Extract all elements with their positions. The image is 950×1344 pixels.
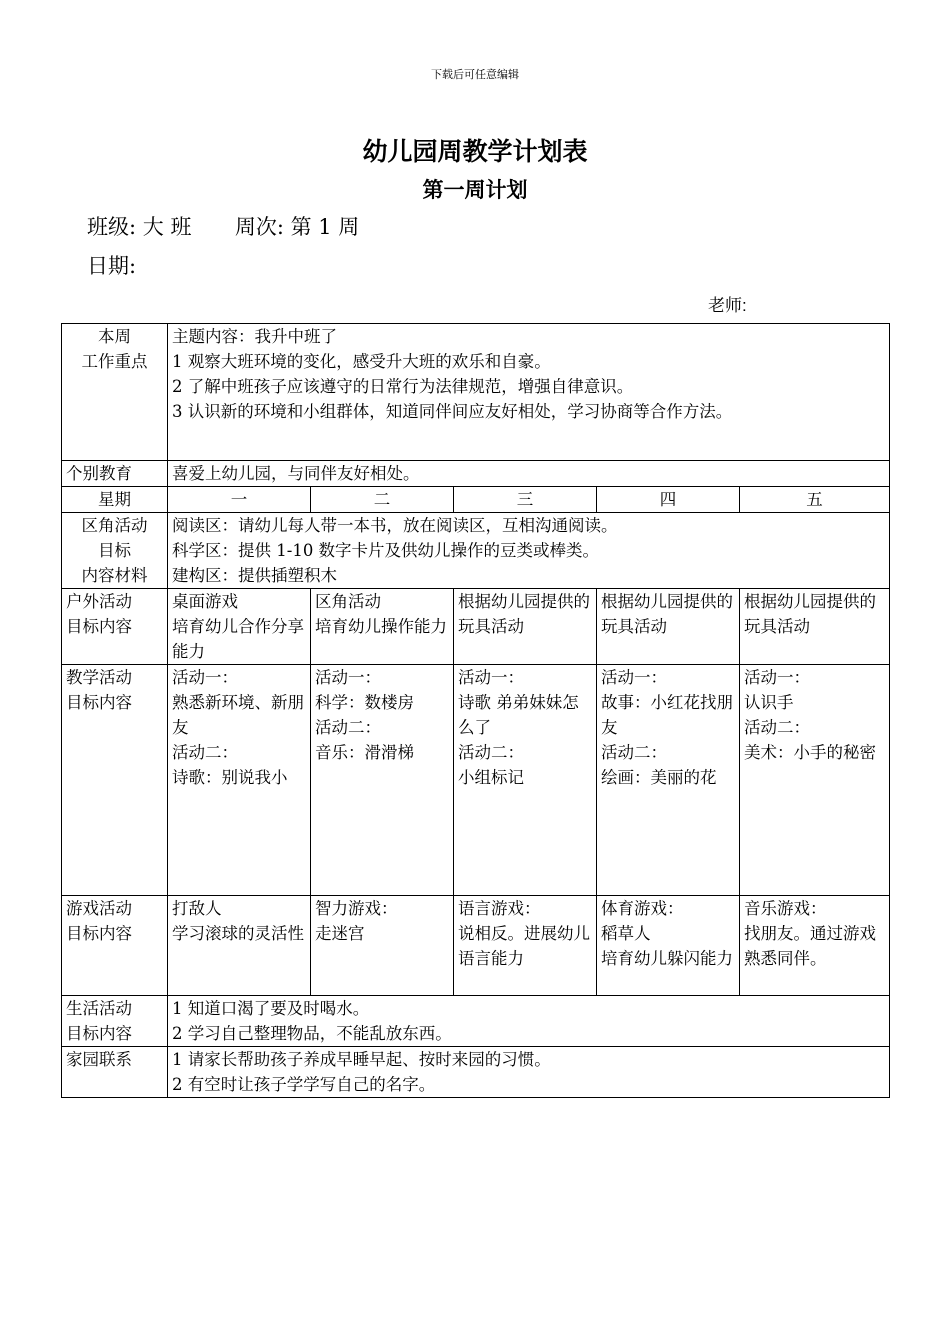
- teaching-day-5: 活动一： 认识手 活动二： 美术：小手的秘密: [740, 665, 890, 896]
- weekday-5: 五: [740, 487, 890, 513]
- row-weekdays: [62, 487, 890, 513]
- label-life-activities: 生活活动 目标内容: [62, 996, 168, 1047]
- outdoor-day-2: 区角活动 培育幼儿操作能力: [311, 589, 454, 665]
- label-weekday: 星期: [62, 487, 168, 513]
- row-individual-education: [62, 461, 890, 487]
- label-game-activities: 游戏活动 目标内容: [62, 896, 168, 996]
- teaching-day-2: 活动一： 科学：数楼房 活动二： 音乐：滑滑梯: [311, 665, 454, 896]
- row-outdoor-activities: [62, 589, 890, 665]
- date-line: [87, 250, 136, 280]
- class-label: 班级:: [87, 215, 137, 239]
- label-corner-activities: 区角活动 目标 内容材料: [62, 513, 168, 589]
- weekday-1: 一: [168, 487, 311, 513]
- outdoor-day-4: 根据幼儿园提供的玩具活动: [597, 589, 740, 665]
- row-life-activities: [62, 996, 890, 1047]
- page-title: 幼儿园周教学计划表: [362, 137, 588, 166]
- header-note: 下载后可任意编辑: [431, 68, 519, 81]
- label-teaching-activities: 教学活动 目标内容: [62, 665, 168, 896]
- individual-education-content: 喜爱上幼儿园，与同伴友好相处。: [168, 461, 890, 487]
- week-value: 第 1 周: [290, 215, 360, 239]
- date-label: 日期:: [87, 254, 137, 278]
- class-value: 大 班: [142, 215, 192, 239]
- page-subtitle: 第一周计划: [422, 177, 528, 202]
- label-home-contact: 家园联系: [62, 1047, 168, 1098]
- label-outdoor-activities: 户外活动 目标内容: [62, 589, 168, 665]
- outdoor-day-5: 根据幼儿园提供的玩具活动: [740, 589, 890, 665]
- outdoor-day-3: 根据幼儿园提供的玩具活动: [454, 589, 597, 665]
- weekly-plan-table: [61, 323, 890, 1098]
- row-home-contact: [62, 1047, 890, 1098]
- game-day-2: 智力游戏： 走迷宫: [311, 896, 454, 996]
- label-individual-education: 个别教育: [62, 461, 168, 487]
- weekly-focus-content: 主题内容：我升中班了 1 观察大班环境的变化，感受升大班的欢乐和自豪。 2 了解中班孩子应该遵守的日常行为法律规范，增强自律意识。 3 认识新的环境和小组群体，知道同伴间应友好相处，学习协商等合作方法。: [168, 324, 890, 461]
- teaching-day-1: 活动一： 熟悉新环境、新朋友 活动二： 诗歌：别说我小: [168, 665, 311, 896]
- row-corner-activities: [62, 513, 890, 589]
- home-contact-content: 1 请家长帮助孩子养成早睡早起、按时来园的习惯。 2 有空时让孩子学学写自己的名字。: [168, 1047, 890, 1098]
- game-day-1: 打敌人 学习滚球的灵活性: [168, 896, 311, 996]
- teaching-day-3: 活动一： 诗歌 弟弟妹妹怎么了 活动二： 小组标记: [454, 665, 597, 896]
- game-day-3: 语言游戏： 说相反。进展幼儿语言能力: [454, 896, 597, 996]
- life-activities-content: 1 知道口渴了要及时喝水。 2 学习自己整理物品，不能乱放东西。: [168, 996, 890, 1047]
- outdoor-day-1: 桌面游戏 培育幼儿合作分享能力: [168, 589, 311, 665]
- weekday-4: 四: [597, 487, 740, 513]
- label-weekly-focus: 本周 工作重点: [62, 324, 168, 461]
- class-week-line: [87, 211, 359, 241]
- corner-activities-content: 阅读区：请幼儿每人带一本书，放在阅读区，互相沟通阅读。 科学区：提供 1-10 数字卡片及供幼儿操作的豆类或棒类。 建构区：提供插塑积木: [168, 513, 890, 589]
- row-game-activities: [62, 896, 890, 996]
- row-weekly-focus: [62, 324, 890, 461]
- teaching-day-4: 活动一： 故事：小红花找朋友 活动二： 绘画：美丽的花: [597, 665, 740, 896]
- game-day-4: 体育游戏： 稻草人 培育幼儿躲闪能力: [597, 896, 740, 996]
- weekday-2: 二: [311, 487, 454, 513]
- week-label: 周次:: [234, 215, 284, 239]
- teacher-label: 老师:: [708, 296, 747, 315]
- game-day-5: 音乐游戏： 找朋友。通过游戏熟悉同伴。: [740, 896, 890, 996]
- weekday-3: 三: [454, 487, 597, 513]
- row-teaching-activities: [62, 665, 890, 896]
